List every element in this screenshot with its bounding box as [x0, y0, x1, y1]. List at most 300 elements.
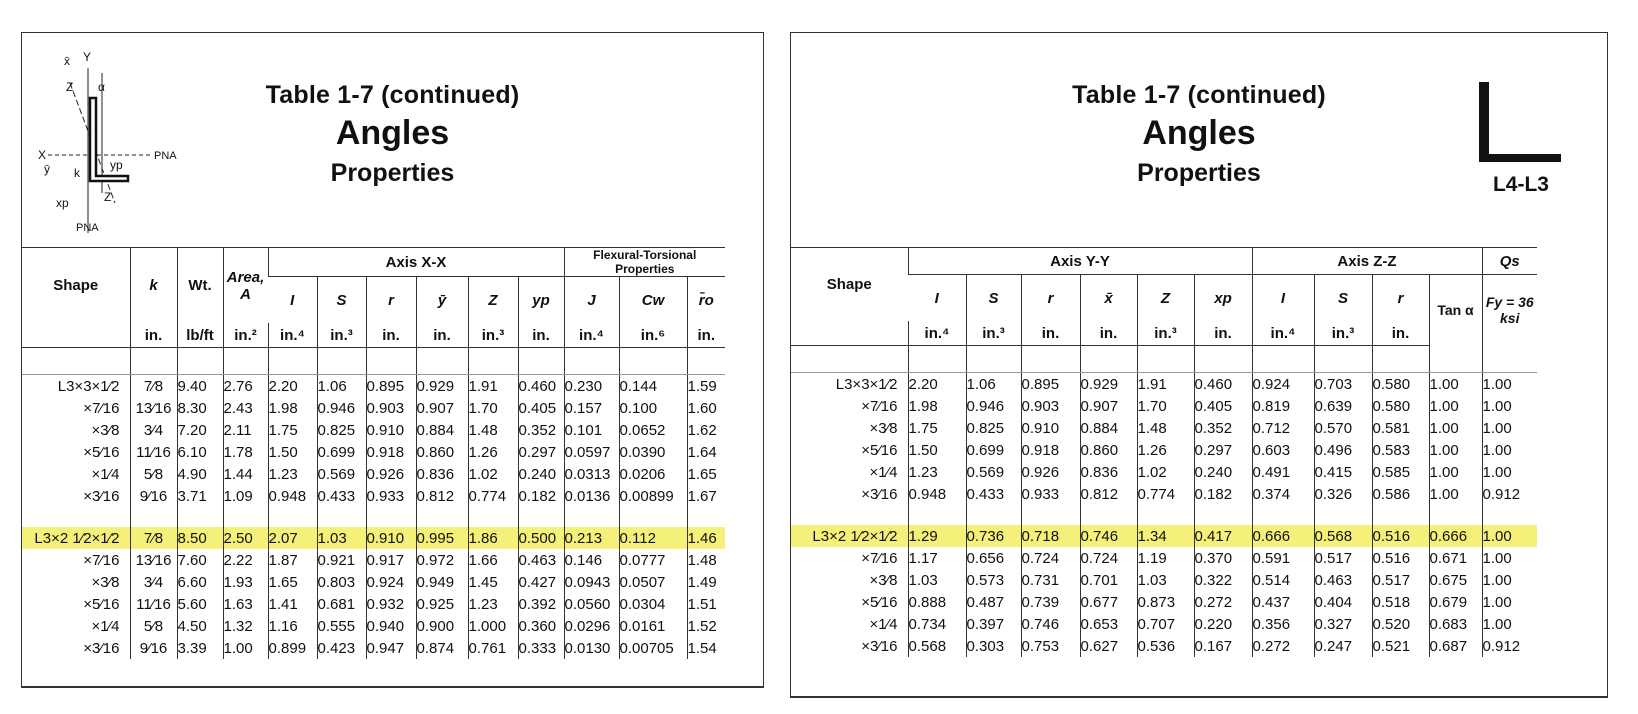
figure-label-xbar: x̄ [64, 54, 70, 68]
value-cell: 0.326 [1314, 483, 1372, 505]
value-cell: 0.924 [366, 571, 416, 593]
shape-cell: ×1⁄4 [869, 463, 898, 481]
right-unit-5: in. [1194, 321, 1252, 346]
value-cell: 13⁄16 [130, 397, 177, 419]
left-title-line1: Table 1-7 (continued) [265, 81, 520, 109]
value-cell: 0.926 [366, 463, 416, 485]
value-cell: 0.157 [564, 397, 619, 419]
right-col-header-6: I [1252, 275, 1314, 322]
left-unit-11: in. [687, 323, 725, 348]
value-cell: 1.45 [468, 571, 518, 593]
value-cell: 0.0136 [564, 485, 619, 507]
value-cell: 0.895 [1021, 373, 1080, 396]
left-title-line3: Properties [330, 159, 455, 187]
value-cell: 0.666 [1252, 525, 1314, 547]
value-cell: 0.583 [1372, 439, 1429, 461]
value-cell: 0.370 [1194, 547, 1252, 569]
value-cell: 2.50 [223, 527, 268, 549]
value-cell: 0.360 [518, 615, 564, 637]
value-cell: 1.00 [1429, 395, 1482, 417]
value-cell: 0.580 [1372, 395, 1429, 417]
value-cell: 1.91 [1137, 373, 1194, 396]
value-cell: 0.812 [1080, 483, 1137, 505]
table-row [22, 571, 725, 593]
shape-cell: ×3⁄8 [869, 419, 898, 437]
left-col-header-3: ȳ [416, 277, 468, 324]
value-cell: 0.972 [416, 549, 468, 571]
shape-cell: ×7⁄16 [861, 397, 898, 415]
value-cell: 1.02 [468, 463, 518, 485]
value-cell: 0.516 [1372, 525, 1429, 547]
value-cell: 0.00705 [619, 637, 687, 659]
figure-label-x: X [38, 148, 47, 162]
value-cell: 1.46 [687, 527, 725, 549]
value-cell: 0.182 [1194, 483, 1252, 505]
value-cell: 0.836 [1080, 461, 1137, 483]
value-cell: 0.517 [1372, 569, 1429, 591]
value-cell: 0.819 [1252, 395, 1314, 417]
value-cell: 1.65 [687, 463, 725, 485]
figure-label-yp: yp [110, 158, 123, 172]
shape-cell: ×7⁄16 [83, 551, 120, 569]
table-row [22, 485, 725, 507]
left-unit-0: in. [130, 323, 177, 348]
value-cell: 0.240 [1194, 461, 1252, 483]
value-cell: 2.11 [223, 419, 268, 441]
right-col-header-1: S [966, 275, 1021, 322]
value-cell: 5⁄8 [130, 463, 177, 485]
value-cell: 0.520 [1372, 613, 1429, 635]
value-cell: 0.247 [1314, 635, 1372, 657]
right-table-body [791, 373, 1537, 658]
left-col-header-2: r [366, 277, 416, 324]
shape-cell: L3×3×1⁄2 [57, 377, 120, 395]
left-col-header-8: r̄o [687, 277, 725, 324]
value-cell: 2.07 [268, 527, 317, 549]
table-row [791, 635, 1537, 657]
value-cell: 0.918 [1021, 439, 1080, 461]
value-cell: 0.536 [1137, 635, 1194, 657]
value-cell: 0.0597 [564, 441, 619, 463]
value-cell: 1.02 [1137, 461, 1194, 483]
value-cell: 0.591 [1252, 547, 1314, 569]
value-cell: 0.825 [317, 419, 366, 441]
value-cell: 0.860 [1080, 439, 1137, 461]
left-header-k: k [130, 248, 177, 324]
value-cell: 0.356 [1252, 613, 1314, 635]
value-cell: 0.297 [1194, 439, 1252, 461]
left-col-header-7: Cw [619, 277, 687, 324]
table-row [22, 637, 725, 659]
value-cell: 0.681 [317, 593, 366, 615]
value-cell: 0.404 [1314, 591, 1372, 613]
figure-label-y: Y [83, 50, 92, 64]
left-header-axis-xx: Axis X-X [268, 248, 564, 277]
value-cell: 0.924 [1252, 373, 1314, 396]
value-cell: 1.16 [268, 615, 317, 637]
left-header-area: Area, A [223, 248, 268, 324]
value-cell: 0.500 [518, 527, 564, 549]
value-cell: 0.112 [619, 527, 687, 549]
shape-cell: L3×2 1⁄2×1⁄2 [812, 527, 898, 545]
table-row [791, 483, 1537, 505]
value-cell: 11⁄16 [130, 593, 177, 615]
right-col-header-4: Z [1137, 275, 1194, 322]
table-row [22, 593, 725, 615]
value-cell: 1.00 [1482, 395, 1537, 417]
value-cell: 1.29 [908, 525, 966, 547]
value-cell: 1.52 [687, 615, 725, 637]
value-cell: 0.946 [317, 397, 366, 419]
value-cell: 0.303 [966, 635, 1021, 657]
value-cell: 0.933 [366, 485, 416, 507]
value-cell: 0.731 [1021, 569, 1080, 591]
shape-cell: ×3⁄16 [861, 637, 898, 655]
value-cell: 1.48 [1137, 417, 1194, 439]
value-cell: 0.397 [966, 613, 1021, 635]
value-cell: 0.0304 [619, 593, 687, 615]
value-cell: 0.144 [619, 375, 687, 398]
value-cell: 0.322 [1194, 569, 1252, 591]
value-cell: 0.514 [1252, 569, 1314, 591]
value-cell: 1.98 [908, 395, 966, 417]
figure-label-xp: xp [56, 196, 69, 210]
value-cell: 0.912 [1482, 635, 1537, 657]
value-cell: 4.90 [177, 463, 223, 485]
right-title-line1: Table 1-7 (continued) [1072, 81, 1326, 109]
shape-cell: ×5⁄16 [83, 595, 120, 613]
value-cell: 1.32 [223, 615, 268, 637]
value-cell: 0.671 [1429, 547, 1482, 569]
value-cell: 11⁄16 [130, 441, 177, 463]
value-cell: 0.724 [1080, 547, 1137, 569]
table-row [791, 395, 1537, 417]
value-cell: 0.240 [518, 463, 564, 485]
value-cell: 0.929 [1080, 373, 1137, 396]
value-cell: 0.639 [1314, 395, 1372, 417]
value-cell: 0.712 [1252, 417, 1314, 439]
value-cell: 0.517 [1314, 547, 1372, 569]
shape-cell: ×3⁄16 [83, 639, 120, 657]
value-cell: 0.0507 [619, 571, 687, 593]
right-header-shape: Shape [791, 248, 908, 322]
right-col-header-5: xp [1194, 275, 1252, 322]
left-col-header-6: J [564, 277, 619, 324]
value-cell: 0.761 [468, 637, 518, 659]
value-cell: 1.00 [1482, 417, 1537, 439]
value-cell: 0.182 [518, 485, 564, 507]
value-cell: 0.903 [1021, 395, 1080, 417]
value-cell: 0.460 [1194, 373, 1252, 396]
value-cell: 1.78 [223, 441, 268, 463]
value-cell: 0.679 [1429, 591, 1482, 613]
value-cell: 0.739 [1021, 591, 1080, 613]
value-cell: 1.54 [687, 637, 725, 659]
value-cell: 0.874 [416, 637, 468, 659]
table-row [22, 419, 725, 441]
table-row [22, 615, 725, 637]
value-cell: 0.570 [1314, 417, 1372, 439]
value-cell: 9⁄16 [130, 485, 177, 507]
table-row [791, 613, 1537, 635]
right-col-header-8: r [1372, 275, 1429, 322]
value-cell: 1.50 [908, 439, 966, 461]
right-unit-2: in. [1021, 321, 1080, 346]
value-cell: 1.00 [1429, 373, 1482, 396]
table-row [22, 375, 725, 398]
value-cell: 0.699 [966, 439, 1021, 461]
value-cell: 1.34 [1137, 525, 1194, 547]
value-cell: 0.746 [1080, 525, 1137, 547]
value-cell: 0.0313 [564, 463, 619, 485]
shape-cell: ×5⁄16 [83, 443, 120, 461]
left-header-wt: Wt. [177, 248, 223, 324]
left-title-block [22, 33, 763, 247]
figure-label-k: k [74, 166, 80, 180]
value-cell: 1.49 [687, 571, 725, 593]
value-cell: 0.948 [908, 483, 966, 505]
value-cell: 1.00 [1482, 547, 1537, 569]
left-unit-5: in. [366, 323, 416, 348]
shape-cell: ×3⁄8 [91, 573, 120, 591]
value-cell: 0.918 [366, 441, 416, 463]
right-unit-headers [791, 321, 1537, 346]
value-cell: 6.10 [177, 441, 223, 463]
value-cell: 0.900 [416, 615, 468, 637]
value-cell: 2.20 [908, 373, 966, 396]
shape-cell: ×5⁄16 [861, 441, 898, 459]
value-cell: 0.230 [564, 375, 619, 398]
value-cell: 1.00 [223, 637, 268, 659]
shape-cell: ×7⁄16 [83, 399, 120, 417]
value-cell: 1.00 [1482, 525, 1537, 547]
value-cell: 0.734 [908, 613, 966, 635]
value-cell: 2.76 [223, 375, 268, 398]
value-cell: 3⁄4 [130, 419, 177, 441]
table-row [791, 591, 1537, 613]
value-cell: 0.825 [966, 417, 1021, 439]
value-cell: 0.724 [1021, 547, 1080, 569]
right-unit-3: in. [1080, 321, 1137, 346]
value-cell: 0.463 [1314, 569, 1372, 591]
shape-cell: ×1⁄4 [91, 465, 120, 483]
value-cell: 0.884 [1080, 417, 1137, 439]
value-cell: 0.272 [1252, 635, 1314, 657]
right-col-header-0: I [908, 275, 966, 322]
value-cell: 0.518 [1372, 591, 1429, 613]
value-cell: 8.50 [177, 527, 223, 549]
value-cell: 0.569 [317, 463, 366, 485]
value-cell: 0.666 [1429, 525, 1482, 547]
value-cell: 0.926 [1021, 461, 1080, 483]
value-cell: 0.701 [1080, 569, 1137, 591]
value-cell: 0.948 [268, 485, 317, 507]
shape-cell: ×1⁄4 [91, 617, 120, 635]
value-cell: 1.26 [1137, 439, 1194, 461]
value-cell: 1.60 [687, 397, 725, 419]
table-row [22, 549, 725, 571]
value-cell: 0.417 [1194, 525, 1252, 547]
value-cell: 0.568 [908, 635, 966, 657]
value-cell: 3.71 [177, 485, 223, 507]
value-cell: 9⁄16 [130, 637, 177, 659]
value-cell: 0.568 [1314, 525, 1372, 547]
value-cell: 1.67 [687, 485, 725, 507]
shape-cell: L3×3×1⁄2 [835, 375, 898, 393]
value-cell: 9.40 [177, 375, 223, 398]
value-cell: 0.463 [518, 549, 564, 571]
value-cell: 0.925 [416, 593, 468, 615]
value-cell: 1.00 [1482, 591, 1537, 613]
value-cell: 0.0130 [564, 637, 619, 659]
value-cell: 0.873 [1137, 591, 1194, 613]
value-cell: 0.677 [1080, 591, 1137, 613]
shape-cell: ×1⁄4 [869, 615, 898, 633]
figure-label-ybar: ȳ [44, 162, 50, 176]
value-cell: 0.0206 [619, 463, 687, 485]
value-cell: 0.932 [366, 593, 416, 615]
value-cell: 0.555 [317, 615, 366, 637]
right-data-table [791, 247, 1537, 657]
value-cell: 7.20 [177, 419, 223, 441]
value-cell: 0.949 [416, 571, 468, 593]
right-unit-6: in.⁴ [1252, 321, 1314, 346]
value-cell: 1.66 [468, 549, 518, 571]
value-cell: 1.65 [268, 571, 317, 593]
table-row [791, 439, 1537, 461]
value-cell: 1.00 [1429, 417, 1482, 439]
left-table-panel [21, 32, 764, 688]
value-cell: 0.921 [317, 549, 366, 571]
value-cell: 0.272 [1194, 591, 1252, 613]
value-cell: 0.516 [1372, 547, 1429, 569]
value-cell: 0.995 [416, 527, 468, 549]
left-unit-7: in.³ [468, 323, 518, 348]
value-cell: 0.460 [518, 375, 564, 398]
value-cell: 0.699 [317, 441, 366, 463]
value-cell: 0.0560 [564, 593, 619, 615]
left-col-header-4: Z [468, 277, 518, 324]
value-cell: 1.03 [1137, 569, 1194, 591]
value-cell: 0.573 [966, 569, 1021, 591]
value-cell: 1.23 [268, 463, 317, 485]
value-cell: 1.98 [268, 397, 317, 419]
value-cell: 1.09 [223, 485, 268, 507]
value-cell: 3⁄4 [130, 571, 177, 593]
value-cell: 0.297 [518, 441, 564, 463]
value-cell: 0.718 [1021, 525, 1080, 547]
right-title-line3: Properties [1137, 159, 1261, 187]
right-unit-0: in.⁴ [908, 321, 966, 346]
value-cell: 1.00 [1482, 461, 1537, 483]
left-unit-10: in.⁶ [619, 323, 687, 348]
value-cell: 0.940 [366, 615, 416, 637]
value-cell: 7⁄8 [130, 375, 177, 398]
value-cell: 0.100 [619, 397, 687, 419]
value-cell: 0.00899 [619, 485, 687, 507]
value-cell: 0.437 [1252, 591, 1314, 613]
value-cell: 1.50 [268, 441, 317, 463]
shape-cell: L3×2 1⁄2×1⁄2 [34, 529, 120, 547]
value-cell: 0.603 [1252, 439, 1314, 461]
value-cell: 2.20 [268, 375, 317, 398]
value-cell: 0.803 [317, 571, 366, 593]
value-cell: 0.910 [1021, 417, 1080, 439]
left-unit-headers [22, 323, 725, 348]
value-cell: 1.03 [317, 527, 366, 549]
value-cell: 0.433 [966, 483, 1021, 505]
value-cell: 0.496 [1314, 439, 1372, 461]
value-cell: 0.888 [908, 591, 966, 613]
value-cell: 0.836 [416, 463, 468, 485]
value-cell: 1.44 [223, 463, 268, 485]
value-cell: 0.213 [564, 527, 619, 549]
right-unit-4: in.³ [1137, 321, 1194, 346]
value-cell: 0.0777 [619, 549, 687, 571]
shape-cell: ×5⁄16 [861, 593, 898, 611]
value-cell: 1.51 [687, 593, 725, 615]
value-cell: 0.903 [366, 397, 416, 419]
value-cell: 0.327 [1314, 613, 1372, 635]
value-cell: 0.220 [1194, 613, 1252, 635]
value-cell: 1.75 [908, 417, 966, 439]
value-cell: 13⁄16 [130, 549, 177, 571]
l-angle-shape-icon [1475, 78, 1567, 166]
value-cell: 1.26 [468, 441, 518, 463]
value-cell: 0.860 [416, 441, 468, 463]
value-cell: 0.653 [1080, 613, 1137, 635]
value-cell: 0.753 [1021, 635, 1080, 657]
figure-label-z: Z [66, 80, 74, 94]
left-unit-4: in.³ [317, 323, 366, 348]
right-header-qs: Qs [1482, 248, 1537, 275]
value-cell: 1.64 [687, 441, 725, 463]
right-col-header-9: Tan α [1429, 275, 1482, 346]
right-col-header-7: S [1314, 275, 1372, 322]
left-unit-1: lb/ft [177, 323, 223, 348]
left-col-header-5: yp [518, 277, 564, 324]
value-cell: 0.352 [518, 419, 564, 441]
value-cell: 0.405 [1194, 395, 1252, 417]
figure-label-alpha: α [98, 80, 105, 94]
left-data-table [22, 247, 725, 659]
value-cell: 1.48 [687, 549, 725, 571]
right-unit-8: in. [1372, 321, 1429, 346]
left-col-header-1: S [317, 277, 366, 324]
value-cell: 0.917 [366, 549, 416, 571]
value-cell: 0.427 [518, 571, 564, 593]
value-cell: 0.0390 [619, 441, 687, 463]
right-unit-1: in.³ [966, 321, 1021, 346]
value-cell: 0.415 [1314, 461, 1372, 483]
right-unit-blank [791, 321, 908, 346]
table-row [791, 569, 1537, 591]
left-header-shape: Shape [22, 248, 130, 324]
value-cell: 1.03 [908, 569, 966, 591]
value-cell: 0.907 [1080, 395, 1137, 417]
right-header-axis-yy: Axis Y-Y [908, 248, 1252, 275]
value-cell: 3.39 [177, 637, 223, 659]
value-cell: 1.59 [687, 375, 725, 398]
value-cell: 0.895 [366, 375, 416, 398]
value-cell: 0.899 [268, 637, 317, 659]
value-cell: 7.60 [177, 549, 223, 571]
value-cell: 0.521 [1372, 635, 1429, 657]
value-cell: 0.707 [1137, 613, 1194, 635]
value-cell: 0.675 [1429, 569, 1482, 591]
value-cell: 0.947 [366, 637, 416, 659]
value-cell: 0.487 [966, 591, 1021, 613]
